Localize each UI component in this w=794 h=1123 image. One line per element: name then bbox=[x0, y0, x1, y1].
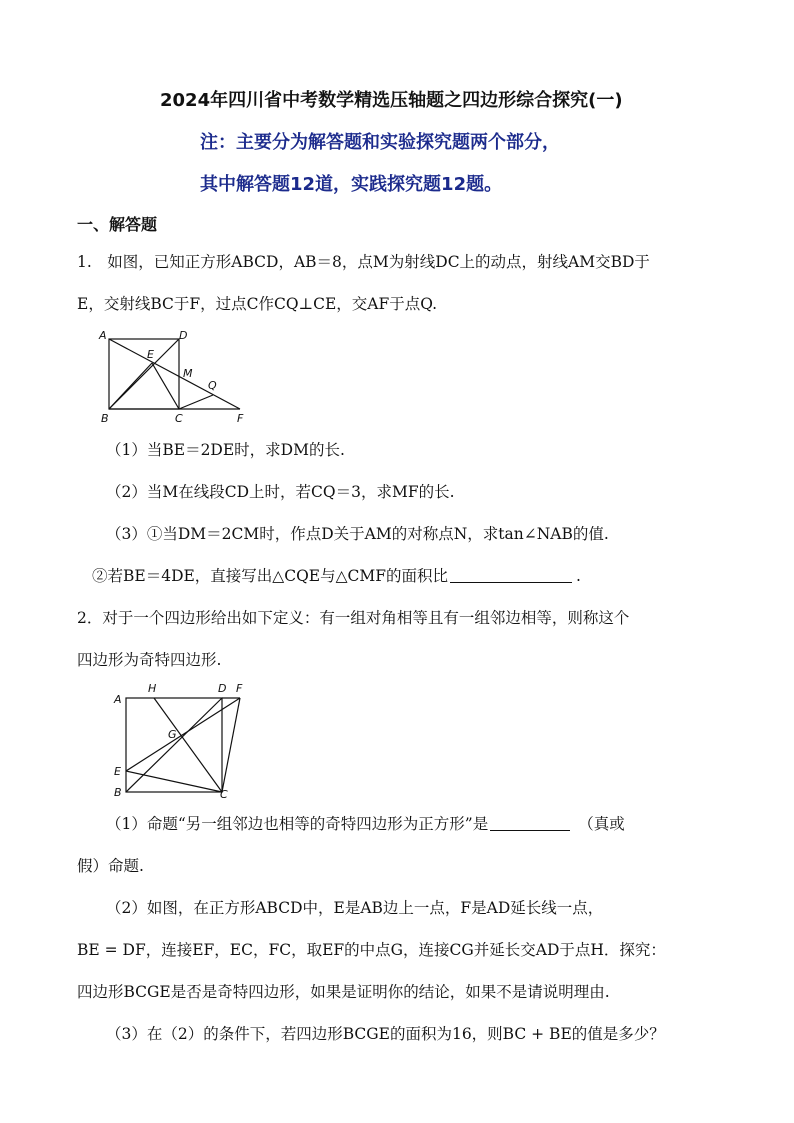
q1-sub-3b-end: . bbox=[576, 567, 581, 585]
q2-sub-1 bbox=[106, 817, 625, 833]
q2-sub-2c: 四边形BCGE是否是奇特四边形，如果是证明你的结论，如果不是请说明理由. bbox=[77, 983, 610, 1001]
label-E: E bbox=[114, 765, 121, 778]
label-M: M bbox=[183, 367, 193, 380]
q2-sub-1-text: （1）命题“另一组邻边也相等的奇特四边形为正方形”是 bbox=[106, 815, 489, 833]
label-B: B bbox=[101, 412, 109, 425]
q2-sub-2a: （2）如图，在正方形ABCD中，E是AB边上一点，F是AD延长线一点， bbox=[106, 899, 604, 917]
label-F: F bbox=[236, 682, 243, 695]
answer-blank bbox=[490, 830, 570, 831]
q1-sub-3b bbox=[92, 569, 581, 585]
page-title: 2024年四川省中考数学精选压轴题之四边形综合探究(一) bbox=[160, 90, 623, 111]
label-A: A bbox=[114, 693, 122, 706]
section-heading: 一、解答题 bbox=[77, 215, 158, 234]
q1-line-2: E，交射线BC于F，过点C作CQ⊥CE，交AF于点Q. bbox=[77, 295, 438, 313]
label-A: A bbox=[99, 329, 107, 342]
label-E: E bbox=[147, 348, 154, 361]
label-Q: Q bbox=[208, 379, 217, 392]
q1-sub-1: （1）当BE＝2DE时，求DM的长. bbox=[106, 441, 345, 459]
q2-line-2: 四边形为奇特四边形. bbox=[77, 651, 222, 669]
label-F: F bbox=[237, 412, 244, 425]
q1-line-1: 1. 如图，已知正方形ABCD，AB＝8，点M为射线DC上的动点，射线AM交BD于 bbox=[77, 253, 650, 271]
q2-sub-1-suffix: （真或 bbox=[578, 815, 625, 833]
label-C: C bbox=[220, 788, 228, 800]
q2-sub-2b: BE = DF，连接EF，EC，FC，取EF的中点G，连接CG并延长交AD于点H．探究： bbox=[77, 941, 666, 959]
q2-sub-3: （3）在（2）的条件下，若四边形BCGE的面积为16，则BC + BE的值是多少？ bbox=[106, 1025, 665, 1043]
q2-sub-1-cont: 假）命题. bbox=[77, 857, 144, 875]
q2-figure bbox=[104, 680, 264, 800]
q1-figure bbox=[95, 326, 255, 426]
label-G: G bbox=[168, 728, 177, 741]
answer-blank bbox=[450, 582, 572, 583]
q1-sub-3a: （3）①当DM＝2CM时，作点D关于AM的对称点N，求tan∠NAB的值. bbox=[106, 525, 609, 543]
q2-line-1: 2．对于一个四边形给出如下定义：有一组对角相等且有一组邻边相等，则称这个 bbox=[77, 609, 630, 627]
note-line-1: 注：主要分为解答题和实验探究题两个部分， bbox=[200, 132, 560, 153]
label-H: H bbox=[148, 682, 157, 695]
q1-sub-2: （2）当M在线段CD上时，若CQ＝3，求MF的长. bbox=[106, 483, 455, 501]
note-line-2: 其中解答题12道，实践探究题12题。 bbox=[200, 174, 503, 195]
label-D: D bbox=[218, 682, 227, 695]
label-C: C bbox=[175, 412, 183, 425]
q1-sub-3b-text: ②若BE＝4DE，直接写出△CQE与△CMF的面积比 bbox=[92, 567, 449, 585]
label-B: B bbox=[114, 786, 122, 799]
label-D: D bbox=[179, 329, 188, 342]
